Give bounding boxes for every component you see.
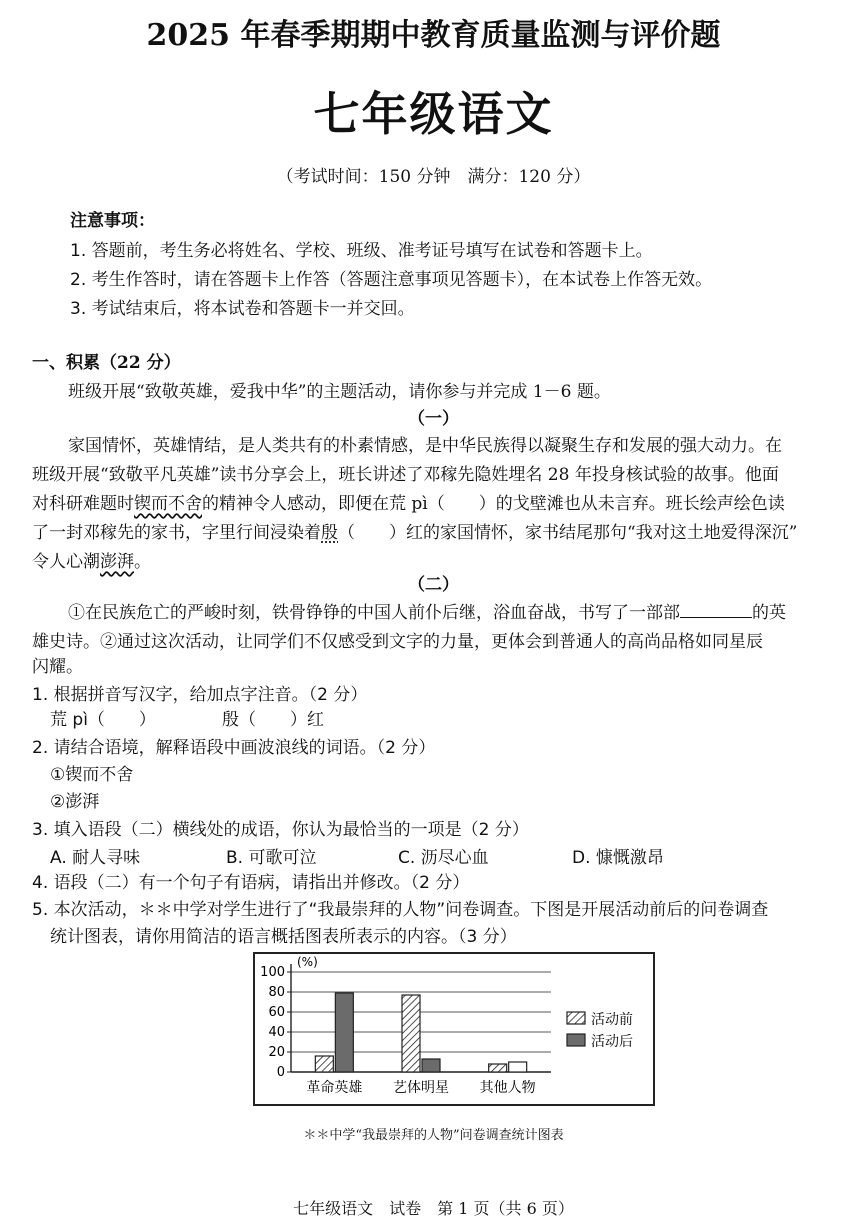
question-1: 1. 根据拼音写汉字，给加点字注音。（2 分）: [32, 685, 368, 705]
paragraph-line: 班级开展“致敬平凡英雄”读书分享会上，班长讲述了邓稼先隐姓埋名 28 年投身核试验的故事。他面: [32, 465, 779, 485]
chart-caption: ＊＊中学“我最崇拜的人物”问卷调查统计图表: [303, 1128, 564, 1143]
dotted-char-yin: 殷: [321, 523, 338, 543]
notice-item: 2. 考生作答时，请在答题卡上作答（答题注意事项见答题卡），在本试卷上作答无效。: [70, 270, 713, 290]
q3-option-a: A. 耐人寻味: [50, 848, 141, 868]
question-4: 4. 语段（二）有一个句子有语病，请指出并修改。（2 分）: [32, 873, 470, 893]
part1-label: （一）: [408, 409, 459, 429]
fill-blank: [680, 601, 752, 618]
page-footer: 七年级语文 试卷 第 1 页（共 6 页）: [293, 1199, 574, 1218]
question-2: 2. 请结合语境，解释语段中画波浪线的词语。（2 分）: [32, 738, 436, 758]
text-run: 的英: [752, 603, 786, 623]
survey-chart-frame: [253, 952, 655, 1106]
survey-bar-chart: [255, 954, 653, 1104]
paragraph-line: [32, 518, 797, 543]
notice-heading: 注意事项：: [70, 211, 155, 231]
wavy-term-pengpai: 澎湃: [100, 552, 134, 572]
y-tick-label: 0: [276, 1065, 285, 1080]
question-5: 5. 本次活动，＊＊中学对学生进行了“我最崇拜的人物”问卷调查。下图是开展活动前后的问卷调查: [32, 900, 769, 920]
bar: [335, 993, 353, 1072]
paragraph-line: [32, 547, 151, 572]
q1-item-b: 殷（ ）红: [222, 710, 324, 730]
legend-swatch: [567, 1012, 585, 1024]
y-tick-label: 80: [268, 985, 285, 1000]
y-tick-label: 100: [260, 965, 285, 980]
legend-swatch: [567, 1034, 585, 1046]
y-tick-label: 40: [268, 1025, 285, 1040]
paragraph-line: 闪耀。: [32, 657, 83, 677]
bar: [489, 1064, 507, 1072]
x-tick-label: 其他人物: [479, 1080, 536, 1096]
text-run: ①在民族危亡的严峻时刻，铁骨铮铮的中国人前仆后继，浴血奋战，书写了一部部: [68, 603, 680, 623]
q3-option-c: C. 沥尽心血: [398, 848, 489, 868]
q3-option-b: B. 可歌可泣: [226, 848, 317, 868]
x-tick-label: 艺体明星: [393, 1080, 449, 1096]
question-5-cont: 统计图表，请你用简洁的语言概括图表所表示的内容。（3 分）: [50, 927, 517, 947]
text-run: 对科研难题时: [32, 494, 134, 514]
q1-item-a: 荒 pì（ ）: [50, 710, 156, 730]
text-run: （ ）红的家国情怀，家书结尾那句“我对这土地爱得深沉”: [338, 523, 798, 543]
q2-item-b: ②澎湃: [50, 792, 100, 812]
paragraph-line: [68, 598, 786, 623]
exam-title: 2025 年春季期期中教育质量监测与评价题: [146, 18, 721, 53]
paragraph-line: 家国情怀，英雄情结，是人类共有的朴素情感，是中华民族得以凝聚生存和发展的强大动力。在: [68, 436, 782, 456]
notice-item: 1. 答题前，考生务必将姓名、学校、班级、准考证号填写在试卷和答题卡上。: [70, 241, 653, 261]
text-run: 的精神令人感动，即便在荒 pì（ ）的戈壁滩也从未言弃。班长绘声绘色读: [202, 494, 785, 514]
bar: [422, 1059, 440, 1072]
legend-label: 活动前: [591, 1012, 633, 1028]
text-run: 了一封邓稼先的家书，字里行间浸染着: [32, 523, 321, 543]
part2-label: （二）: [408, 575, 459, 595]
exam-info: （考试时间：150 分钟 满分：120 分）: [276, 167, 591, 187]
y-axis-unit-label: (%): [297, 955, 318, 969]
q2-item-a: ①锲而不舍: [50, 765, 134, 785]
bar: [315, 1056, 333, 1072]
section-intro: 班级开展“致敬英雄，爱我中华”的主题活动，请你参与并完成 1－6 题。: [68, 382, 611, 402]
paragraph-line: 雄史诗。②通过这次活动，让同学们不仅感受到文字的力量，更体会到普通人的高尚品格如同星辰: [32, 632, 763, 652]
x-tick-label: 革命英雄: [306, 1080, 363, 1096]
y-tick-label: 60: [268, 1005, 285, 1020]
bar: [402, 995, 420, 1072]
notice-item: 3. 考试结束后，将本试卷和答题卡一并交回。: [70, 299, 415, 319]
section-heading: 一、积累（22 分）: [32, 353, 181, 373]
question-3: 3. 填入语段（二）横线处的成语，你认为最恰当的一项是（2 分）: [32, 820, 529, 840]
wavy-term-qieerbushe: 锲而不舍: [134, 494, 202, 514]
text-run: 令人心潮: [32, 552, 100, 572]
legend-label: 活动后: [591, 1034, 633, 1050]
bar: [509, 1062, 527, 1072]
paragraph-line: [32, 489, 785, 514]
subject-title: 七年级语文: [313, 87, 554, 141]
text-run: 。: [134, 552, 151, 572]
y-tick-label: 20: [268, 1045, 285, 1060]
q3-option-d: D. 慷慨激昂: [572, 848, 664, 868]
